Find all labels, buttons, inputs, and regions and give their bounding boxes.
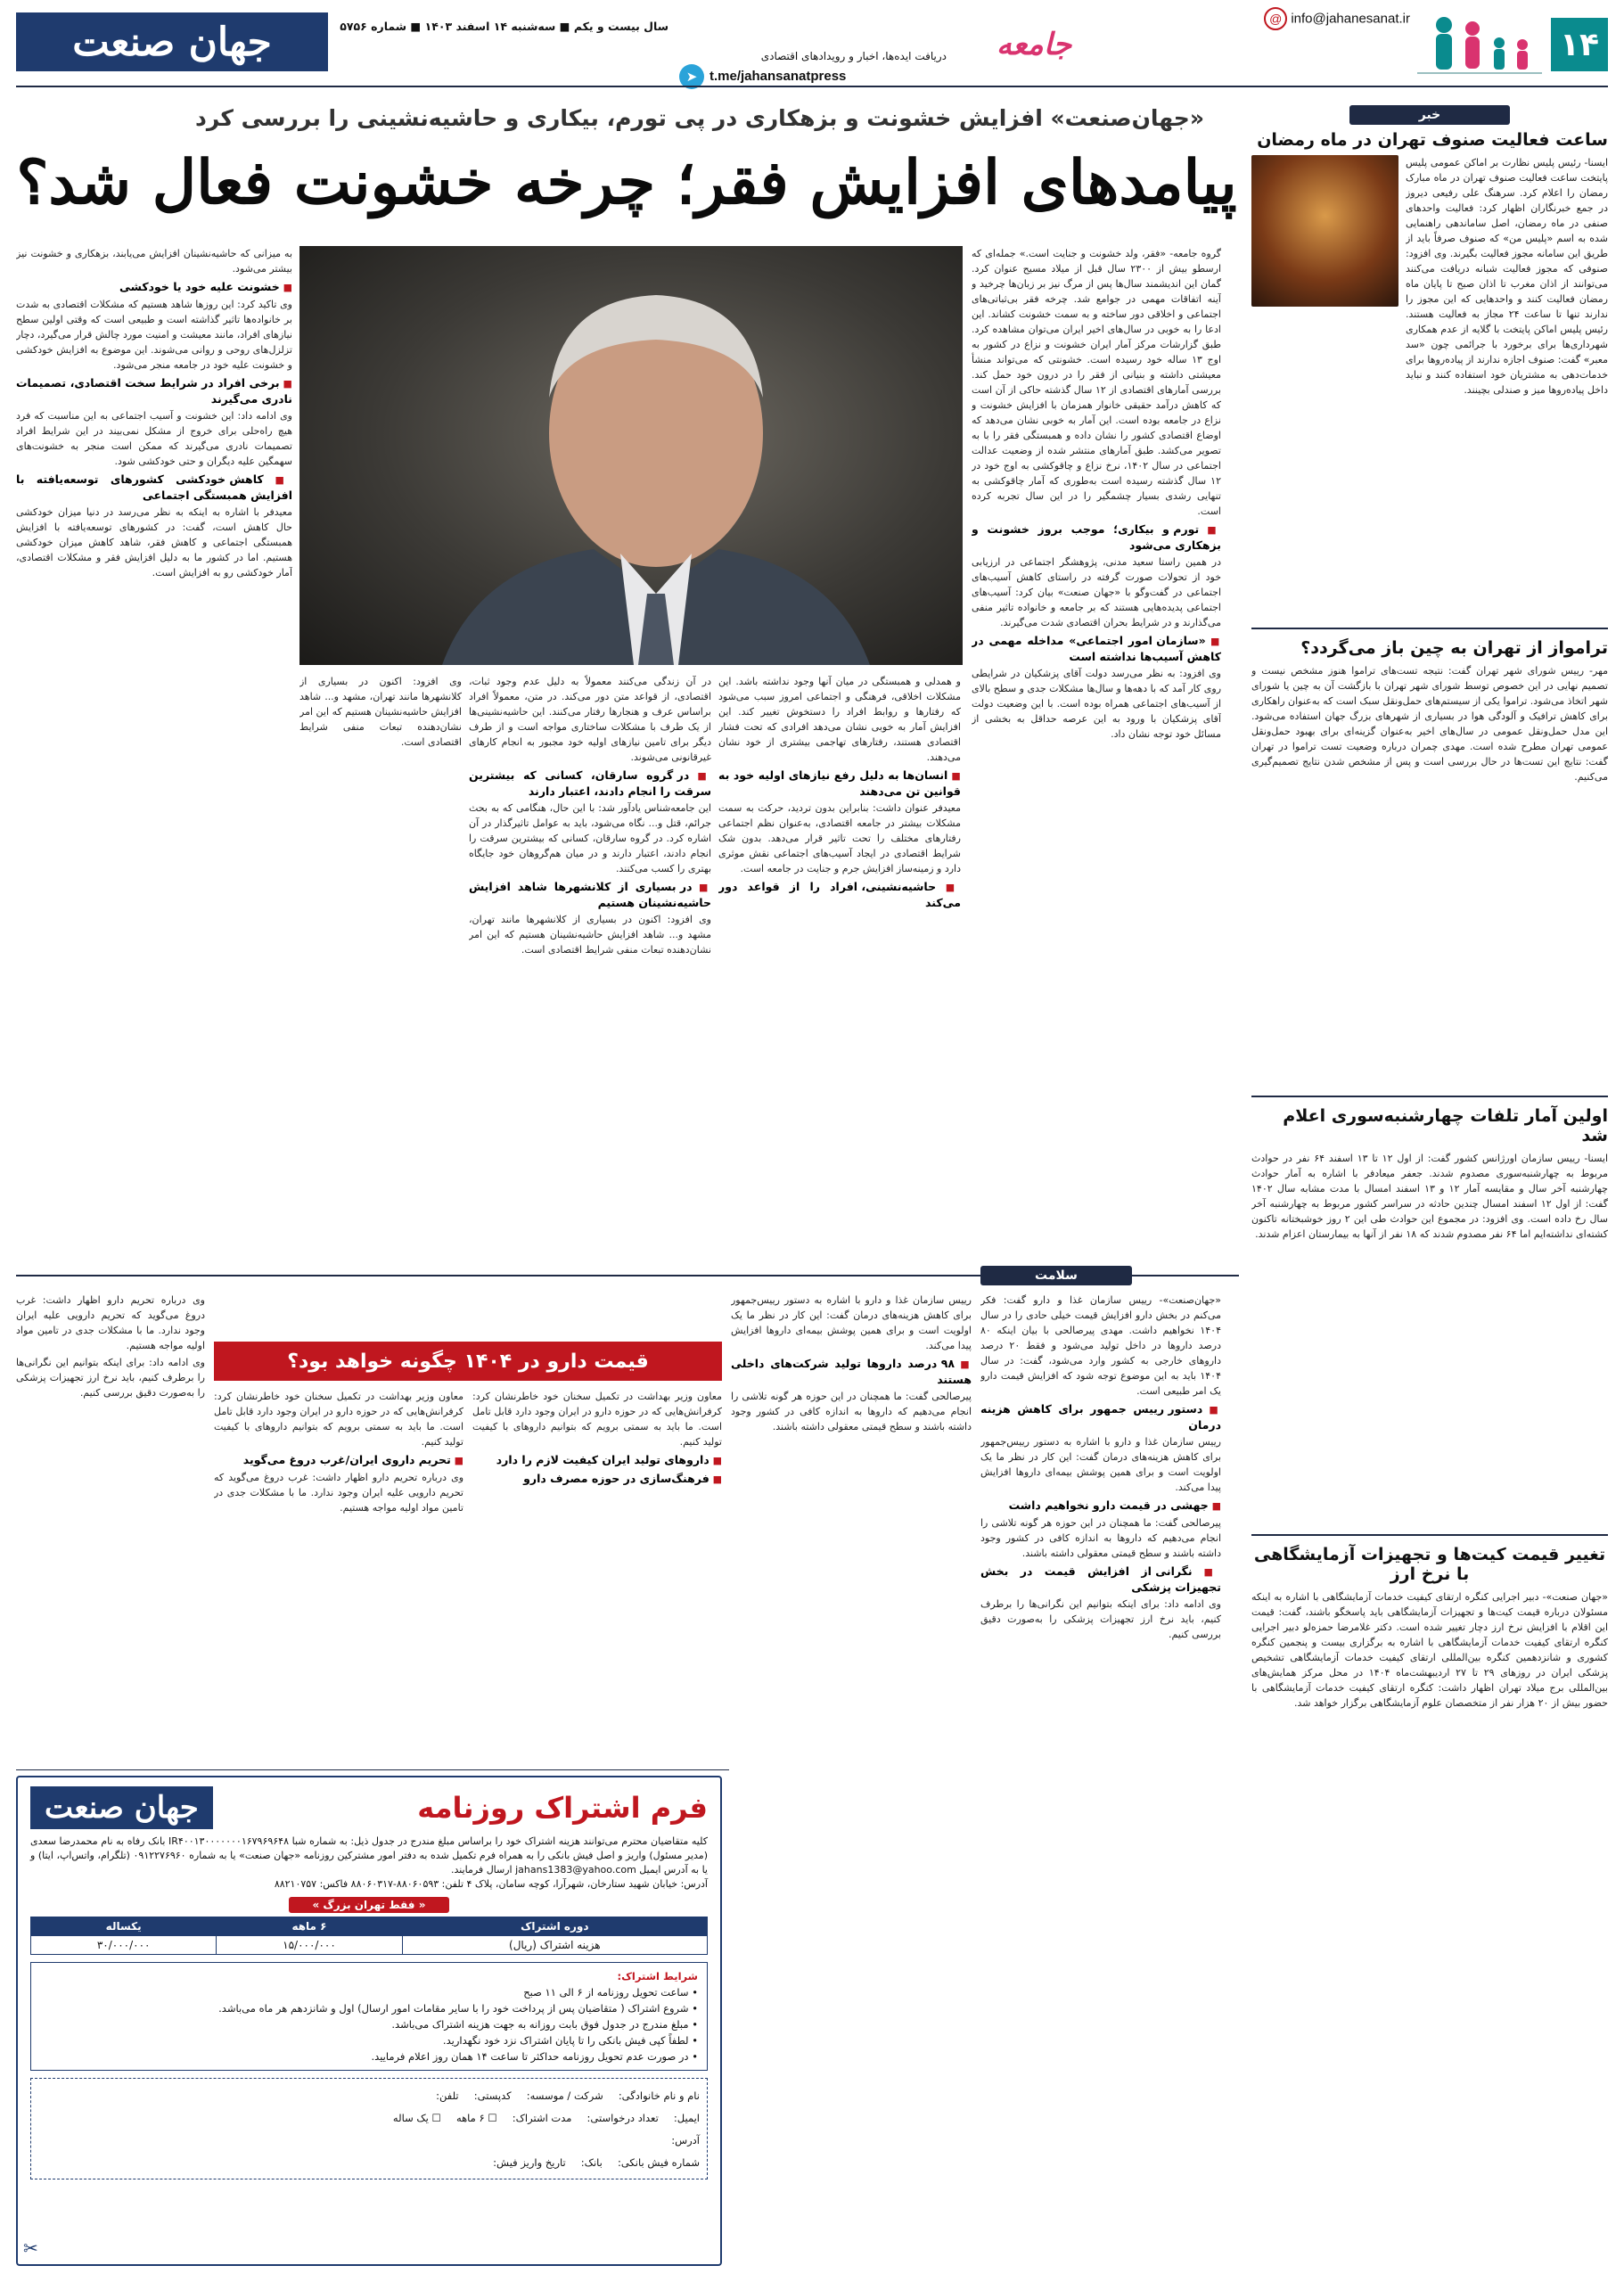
scissors-icon: ✂ — [23, 2237, 38, 2259]
sidebar-divider-2 — [1251, 1096, 1608, 1097]
health-subhead-a4: ■ نگرانی از افزایش قیمت در بخش تجهیزات پزشکی — [980, 1564, 1221, 1595]
field-postal[interactable]: کدپستی: — [473, 2089, 512, 2102]
email-line[interactable] — [1264, 7, 1410, 30]
table-header-period: دوره اشتراک — [402, 1917, 707, 1936]
subscription-intro: کلیه متقاضیان محترم می‌توانند هزینه اشتراک خود را براساس مبلغ مندرج در جدول ذیل: به شماره شبا IR۴۰۰۱۳۰۰۰۰۰۰۰۱۶۷۹۶۹۶۴۸ بانک رفاه به نام محمدرضا سعدی (مدیر مسئول) واریز و اصل فیش بانکی را به همراه فرم تکمیل شده به دفتر امور مشترکین روزنامه «جهان صنعت» یا به شماره ۰۹۱۲۲۷۶۹۶۰ (تلگرام، واتس‌اپ، ایتا) و یا به آدرس ایمیل jahans1383@yahoo.com ارسال فرمایند. — [30, 1835, 708, 1876]
health-tab: سلامت — [980, 1266, 1132, 1285]
main-photo — [299, 246, 963, 665]
health-text-b: رییس سازمان غذا و دارو با اشاره به دستور رییس‌جمهور برای کاهش هزینه‌های درمان گفت: این کار در نظر ما یک اولویت است و برای همین پوشش بیمه‌ای داروها افزایش پیدا می‌کند. — [980, 1436, 1221, 1493]
field-address[interactable]: آدرس: — [671, 2134, 700, 2147]
table-row-label: هزینه اشتراک (ریال) — [402, 1936, 707, 1955]
form-fields — [30, 2078, 708, 2179]
health-subhead-b2: ■ فرهنگ‌سازی در حوزه مصرف دارو — [472, 1471, 722, 1487]
main-col4-subhead-2: ■ برخی افراد در شرایط سخت اقتصادی، تصمیمات نادری می‌گیرند — [16, 375, 292, 406]
email-address: info@jahanesanat.ir — [1291, 11, 1410, 27]
health-subhead-b3: ■ تحریم داروی ایران/غرب دروغ می‌گوید — [214, 1452, 463, 1468]
issue-info: سال بیست و یکم ■ سه‌شنبه ۱۴ اسفند ۱۴۰۳ ■ شماره ۵۷۵۶ — [340, 20, 668, 33]
field-name[interactable]: نام و نام خانوادگی: — [618, 2089, 700, 2102]
health-text-b2: رییس سازمان غذا و دارو با اشاره به دستور رییس‌جمهور برای کاهش هزینه‌های درمان گفت: این کار در نظر ما یک اولویت است و برای همین پوشش بیمه‌ای داروها افزایش پیدا می‌کند. — [731, 1294, 972, 1351]
health-col-1 — [980, 1293, 1221, 2273]
health-col-2 — [731, 1293, 972, 2273]
health-text-f: وی درباره تحریم دارو اظهار داشت: غرب دروغ می‌گوید که تحریم دارویی علیه ایران وجود ندارد. ما با مشکلات جدی در تامین مواد اولیه مواجه هستیم. — [214, 1472, 463, 1514]
subscription-title: فرم اشتراک روزنامه — [417, 1791, 708, 1825]
main-col2-text: و همدلی و همبستگی در میان آنها وجود نداشته باشد. این مشکلات اخلاقی، فرهنگی و اجتماعی امروز سبب می‌شود که رفتارها و روابط افراد را دستخوش تغییر کند. این افزایش آمار به خوبی نشان می‌دهد افرادی که تحت فشار اقتصادی هستند، رفتارهای تهاجمی بیشتری از خود نشان می‌دهند. — [718, 676, 961, 763]
main-col1-text-b: در همین راستا سعید مدنی، پژوهشگر اجتماعی در ارزیابی خود از تحولات صورت گرفته در راستای کاهش آسیب‌های اجتماعی در گفت‌وگو با «جهان صنعت» بیان کرد: آسیب‌های اجتماعی پدیده‌هایی هستند که بر جامعه و خانواده تاثیر منفی می‌گذارند و در شرایط بحران اقتصادی شدت می‌گیرند. — [972, 556, 1221, 628]
header-rule — [16, 86, 1608, 87]
main-col1-text: گروه جامعه- «فقر، ولد خشونت و جنایت است.» جمله‌ای که ارسطو بیش از ۲۳۰۰ سال قبل از میلاد مسیح عنوان کرد. گمان این اندیشمند سال‌ها پس از مرگ نیز بر زبان‌ها چرخید و آینه اتفاقات مهمی در جوامع شد. چرخه فقر بی‌ثباتی‌های اجتماعی و اخلاقی دور ساخته و به سمت خشونت کشاند. این ادعا را به خوبی در سال‌های اخیر ایران می‌توان مشاهده کرد. طبق گزارشات مرکز آمار ایران خشونت و نزاع در کشور به اوج ۱۳ ساله خود رسیده است. خشونتی که می‌تواند منشأ معیشتی داشته و بنیانی از فقر را در درون خود حمل کند. بررسی آمارهای اقتصادی از ۱۲ سال گذشته حاکی از آن است که کاهش درآمد حقیقی خانوار همزمان با افزایش خشونت و نزاع در جامعه بوده است. این آمار به خوبی نشان می‌دهد که اوضاع اقتصادی کشور را نشان داده و همبستگی فقر را با به تصویر می‌کشد. طبق آمارهای منتشر شده از وضعیت عدالت اجتماعی در سال ۱۴۰۲، نرخ نزاع و چاقوکشی به اوج خود در ۱۲ سال گذشته رسیده است به‌طوری که آمار چاقوکشی به تنهایی رشدی بسیار چشمگیر را در این سال تجربه کرده است. — [972, 248, 1221, 517]
health-text-a: «جهان‌صنعت»- رییس سازمان غذا و دارو گفت: فکر می‌کنم در بخش دارو افزایش قیمت خیلی حادی را در سال ۱۴۰۴ نخواهیم داشت. مهدی پیرصالحی با بیان اینکه ۸۰ درصد داروها در داخل تولید می‌شود و فقط ۲۰ درصد داروهای خارجی به کشور وارد می‌شود، گفت: در سال ۱۴۰۴ باید به این موضوع توجه شود که افزایش قیمت دارو یک امر طبیعی است. — [980, 1294, 1221, 1397]
main-col3-subhead-1: ■ در گروه سارقان، کسانی که بیشترین سرقت را انجام دادند، اعتبار دارند — [469, 768, 711, 799]
drug-price-banner — [214, 1342, 722, 1381]
health-bottom-divider — [16, 1769, 729, 1770]
main-col4-subhead-1: ■ خشونت علیه خود یا خودکشی — [16, 279, 292, 295]
subscription-address: آدرس: خیابان شهید ستارخان، شهرآرا، کوچه سامان، پلاک ۴ تلفن: ۸۸۰۶۰۵۹۳-۸۸۰۶۰۳۱۷ فاکس: ۸۸۲۱۰۷۵۷ — [274, 1878, 708, 1890]
field-duration: مدت اشتراک: — [512, 2112, 572, 2124]
main-headline: پیامدهای افزایش فقر؛ چرخه خشونت فعال شد؟ — [16, 147, 1237, 218]
main-col4-text-c: وی ادامه داد: این خشونت و آسیب اجتماعی به این مناسبت که فرد هیچ راه‌حلی برای خروج از مشکل نمی‌بیند در این شرایط افراد تصمیمات نادری می‌گیرند که ممکن است منجر به خشونت‌های سهمگین علیه دیگران و حتی خودکشی شود. — [16, 410, 292, 467]
condition-item: • شروع اشتراک ( متقاضیان پس از پرداخت خود را با سایر مقامات امور ارسال) اول و شانزدهم هر ماه می‌باشد. — [218, 2002, 698, 2015]
table-header-6m: ۶ ماهه — [217, 1917, 402, 1936]
sidebar-news-1-photo — [1251, 155, 1398, 307]
table-header-1y: یکساله — [31, 1917, 217, 1936]
health-text-c2: پیرصالحی گفت: ما همچنان در این حوزه هر گونه تلاشی را انجام می‌دهیم که داروها به اندازه کافی در کشور وجود داشته باشند و سطح قیمتی معقولی داشته باشند. — [731, 1391, 972, 1432]
subscription-logo-text: جهان صنعت — [45, 1790, 199, 1826]
sidebar-news-2-text: مهر- رییس شورای شهر تهران گفت: نتیجه تست‌های تراموا هنوز مشخص نیست و تصمیم نهایی در این خصوص توسط شورای شهر تهران با بازگشت آن به چین یا شورای شهر اتخاذ می‌شود. تراموا یکی از سیستم‌های حمل‌ونقل سبک است که به‌عنوان راهکاری برای کاهش ترافیک و آلودگی هوا در بسیاری از شهرهای بزرگ جهان استفاده می‌شود. این مدل حمل‌ونقل عمومی در سال‌های اخیر به‌عنوان گزینه‌ای برای بهبود حمل‌ونقل عمومی تهران مطرح شده است. مهدی چمران درباره وضعیت تست تراموا در تهران گفت: نتایج این تست‌ها در حال بررسی است و پس از مشخص شدن نتایج تصمیم‌گیری می‌کنیم. — [1251, 665, 1608, 783]
health-subhead-b1: ■ داروهای تولید ایران کیفیت لازم را دارد — [472, 1452, 722, 1468]
table-price-6m: ۱۵/۰۰۰/۰۰۰ — [217, 1936, 402, 1955]
sidebar — [1251, 105, 1608, 2267]
masthead-logo — [16, 12, 328, 71]
main-col4-text-d: معیدفر با اشاره به اینکه به نظر می‌رسد در دنیا میزان خودکشی حال کاهش است، گفت: در کشورهای توسعه‌یافته با افزایش همبستگی اجتماعی و کاهش فقر، شاهد کاهش میزان خودکشی هستیم. اما در کشور ما به دلیل افزایش فقر و مشکلات اقتصادی، آمار خودکشی رو به افزایش است. — [16, 506, 292, 579]
health-subhead-a1: ■ دستور رییس جمهور برای کاهش هزینه درمان — [980, 1401, 1221, 1432]
health-text-c: پیرصالحی گفت: ما همچنان در این حوزه هر گونه تلاشی را انجام می‌دهیم که داروها به اندازه کافی در کشور وجود داشته باشند و سطح قیمتی معقولی داشته باشند. — [980, 1517, 1221, 1559]
telegram-promo[interactable] — [679, 48, 947, 89]
condition-item: • مبلغ مندرج در جدول فوق بابت روزانه به جهت هزینه اشتراک می‌باشد. — [391, 2018, 698, 2031]
main-col4-text: به میزانی که حاشیه‌نشینان افزایش می‌یابند، بزهکاری و خشونت نیز بیشتر می‌شود. — [16, 248, 292, 275]
main-col2-text-b: معیدفر عنوان داشت: بنابراین بدون تردید، حرکت به سمت مشکلات بیشتر در جامعه اقتصادی، به‌عنوان نظم اجتماعی رفتارهای مختلف را تحت تاثیر قرار می‌دهد. بدون شک شرایط اقتصادی در ایجاد آسیب‌های اجتماعی نقش موثری دارد و زمینه‌ساز افزایش جرم و جنایت در جامعه است. — [718, 802, 961, 874]
page-number-badge — [1551, 18, 1608, 71]
main-col-4 — [16, 246, 292, 1267]
logo-text: جهان صنعت — [72, 19, 272, 65]
main-col3-text-b: این جامعه‌شناس یادآور شد: با این حال، هنگامی که به بحث جرائم، قتل و... نگاه می‌شود، باید به عوامل تاثیرگذار در آن اشاره کرد. در گروه سارقان، کسانی که بیشترین سرقت را انجام دادند، اعتبار دارند و در میان هم‌گروهان خود جایگاه بهتری را کسب می‌کنند. — [469, 802, 711, 874]
field-bank[interactable]: بانک: — [580, 2156, 603, 2169]
main-col4-subhead-3: ■ کاهش خودکشی کشورهای توسعه‌یافته با افزایش همبستگی اجتماعی — [16, 472, 292, 503]
sidebar-news-4-text: «جهان صنعت»- دبیر اجرایی کنگره ارتقای کیفیت خدمات آزمایشگاهی با اشاره به اینکه مسئولان درباره قیمت کیت‌ها و تجهیزات آزمایشگاهی باید پاسخگو باشند، گفت: قیمت این اقلام با افزایش نرخ ارز دچار تغییر شده است. دکتر غلامرضا حمزه‌لو دبیر اجرایی کنگره ارتقای کیفیت خدمات آزمایشگاهی با اشاره به برگزاری بیست و پنجمین کنگره کشوری و شانزدهمین کنگره بین‌المللی ارتقای کیفیت خدمات آزمایشگاهی تشخیص پزشکی ایران در روزهای ۲۹ تا ۲۷ اردیبهشت‌ماه ۱۴۰۴ در محل مرکز همایش‌های بین‌المللی برج میلاد تهران اظهار داشت: کنگره ارتقای کیفیت خدمات آزمایشگاهی با حضور بیش از ۲۰ هزار نفر از متخصصان علوم آزمایشگاهی برگزار خواهد شد. — [1251, 1591, 1608, 1709]
field-receipt[interactable]: شماره فیش بانکی: — [617, 2156, 700, 2169]
subscription-price-table — [30, 1917, 708, 1955]
health-col-4 — [214, 1389, 463, 1763]
page-number: ۱۴ — [1560, 26, 1599, 63]
drug-price-title: قیمت دارو در ۱۴۰۴ چگونه خواهد بود؟ — [287, 1350, 649, 1373]
main-col-3b — [299, 674, 462, 1267]
health-text-d: وی ادامه داد: برای اینکه بتوانیم این نگرانی‌ها را برطرف کنیم، باید نرخ ارز تجهیزات پزشکی را به‌صورت دقیق بررسی کنیم. — [980, 1598, 1221, 1640]
field-company[interactable]: شرکت / موسسه: — [526, 2089, 603, 2102]
main-col-3 — [469, 674, 711, 1267]
main-col-1 — [972, 246, 1221, 1267]
sidebar-news-3-title: اولین آمار تلفات چهارشنبه‌سوری اعلام شد — [1283, 1106, 1608, 1145]
sidebar-divider-1 — [1251, 628, 1608, 629]
sidebar-news-3-text: ایسنا- رییس سازمان اورژانس کشور گفت: از اول ۱۲ تا ۱۳ اسفند ۶۴ نفر در حوادث مربوط به چهارشنبه‌سوری مصدوم شدند. جعفر میعادفر با اشاره به آمار حوادث چهارشنبه آخر سال و مقایسه آمار ۱۲ و ۱۳ اسفند امسال با مدت مشابه سال ۱۴۰۲ گفت: از اول ۱۲ اسفند امسال چندین حادثه در سراسر کشور مربوط به چهارشنبه آخر سال رخ داده است. وی افزود: در مجموع این حوادث طی این ۲ روز خوشبختانه تاکنون کشته‌ای نداشته‌ایم اما ۶۴ نفر مصدوم شدند که ۱۸ نفر از آنها به بیمارستان اعزام شدند. — [1251, 1153, 1608, 1240]
telegram-icon: ➤ — [679, 64, 704, 89]
sidebar-tab: خبر — [1349, 105, 1510, 125]
health-text-f2: وی درباره تحریم دارو اظهار داشت: غرب دروغ می‌گوید که تحریم دارویی علیه ایران وجود ندارد. ما با مشکلات جدی در تامین مواد اولیه مواجه هستیم. — [16, 1294, 205, 1351]
sidebar-news-1-title: ساعت فعالیت صنوف تهران در ماه رمضان — [1257, 130, 1608, 150]
main-col2-subhead-2: ■ حاشیه‌نشینی، افراد را از قواعد دور می‌کند — [718, 879, 961, 910]
main-col3-text-c: وی افزود: اکنون در بسیاری از کلانشهرها مانند تهران، مشهد و... شاهد افزایش حاشیه‌نشینان هستیم که این امر نشان‌دهنده تبعات منفی شرایط اقتصادی است. — [469, 914, 711, 956]
family-illustration — [1417, 9, 1542, 82]
sidebar-news-2-title: ترامواز از تهران به چین باز می‌گردد؟ — [1300, 638, 1608, 658]
sidebar-news-4-title: تغییر قیمت کیت‌ها و تجهیزات آزمایشگاهی با نرخ ارز — [1253, 1545, 1606, 1584]
field-quantity[interactable]: تعداد درخواستی: — [586, 2112, 659, 2124]
condition-item: • ساعت تحویل روزنامه از ۶ الی ۱۱ صبح — [523, 1986, 698, 1999]
main-kicker: «جهان‌صنعت» افزایش خشونت و بزهکاری در پی تورم، بیکاری و حاشیه‌نشینی را بررسی کرد — [195, 105, 1204, 131]
health-col-3 — [472, 1389, 722, 1763]
main-col3b-text: وی افزود: اکنون در بسیاری از کلانشهرها مانند تهران، مشهد و... شاهد افزایش حاشیه‌نشینان هستیم که این امر نشان‌دهنده تبعات منفی شرایط اقتصادی است. — [299, 676, 462, 748]
telegram-line1: دریافت ایده‌ها، اخبار و رویدادهای اقتصادی — [760, 50, 947, 62]
subscription-form — [16, 1776, 722, 2266]
conditions-box — [30, 1962, 708, 2071]
email-icon: @ — [1264, 7, 1287, 30]
condition-item: • در صورت عدم تحویل روزنامه حداکثر تا ساعت ۱۴ همان روز اعلام فرمایید. — [371, 2050, 698, 2063]
conditions-title: شرایط اشتراک: — [617, 1970, 698, 1982]
health-subhead-a3: ■ جهشی در قیمت دارو نخواهیم داشت — [980, 1498, 1221, 1514]
telegram-link: t.me/jahansanatpress — [709, 69, 847, 84]
main-col1-subhead-2: ■ «سازمان امور اجتماعی» مداخله مهمی در کاهش آسیب‌ها نداشته است — [972, 633, 1221, 664]
sidebar-divider-3 — [1251, 1534, 1608, 1536]
section-name: جامعه — [996, 27, 1072, 62]
main-col1-subhead-1: ■ تورم و بیکاری؛ موجب بروز خشونت و بزهکاری می‌شود — [972, 521, 1221, 553]
table-price-1y: ۳۰/۰۰۰/۰۰۰ — [31, 1936, 217, 1955]
checkbox-1y[interactable]: ☐ یک ساله — [392, 2112, 441, 2124]
health-subhead-a2: ■ ۹۸ درصد داروها تولید شرکت‌های داخلی هستند — [731, 1356, 972, 1387]
page-header — [0, 0, 1624, 94]
sidebar-news-1-text: ایسنا- رئیس پلیس نظارت بر اماکن عمومی پلیس پایتخت ساعت فعالیت صنوف تهران در ماه مبارک رمضان را اعلام کرد. سرهنگ علی رفیعی دیروز در جمع خبرنگاران اظهار کرد: فعالیت واحدهای صنفی در ماه رمضان، اصل ساماندهی راهنمایی شده به اسم «پلیس من» که صنوف صرفاً باید از طریق این سامانه مجوز فعالیت بگیرند. وی افزود: صنوفی که مجوز فعالیت شبانه دریافت می‌کنند می‌توانند از اذان مغرب تا اذان صبح تا پایان ماه رمضان فعالیت کنند و واحدهایی که این مجوز را ندارند تنها تا ساعت ۲۴ مجاز به فعالیت هستند. رئیس پلیس اماکن پایتخت با گلایه از عدم همکاری شهرداری‌ها برای برخورد با جرائمی چون «سد معبر» گفت: صنوف اجازه ندارند از پیاده‌روها برای خدمات‌دهی به مشتریان خود استفاده کنند و نباید داخل پیاده‌روها میز و صندلی بچینند. — [1406, 157, 1608, 396]
condition-item: • لطفاً کپی فیش بانکی را تا پایان اشتراک نزد خود نگهدارید. — [442, 2034, 698, 2047]
tehran-note — [289, 1897, 449, 1913]
health-col-5 — [16, 1293, 205, 1765]
main-col3-subhead-2: ■ در بسیاری از کلانشهرها شاهد افزایش حاشیه‌نشینان هستیم — [469, 879, 711, 910]
main-col2-subhead-1: ■ انسان‌ها به دلیل رفع نیازهای اولیه خود به قوانین تن می‌دهند — [718, 768, 961, 799]
subscription-logo — [30, 1786, 213, 1829]
health-text-e2: معاون وزیر بهداشت در تکمیل سخنان خود خاطرنشان کرد: کرفرانش‌هایی که در حوزه دارو در ایران وجود دارد قابل تامل است. ما باید به سمتی برویم که بتوانیم داروهای با کیفیت تولید کنیم. — [214, 1391, 463, 1448]
field-email[interactable]: ایمیل: — [673, 2112, 700, 2124]
checkbox-6m[interactable]: ☐ ۶ ماهه — [455, 2112, 497, 2124]
field-date[interactable]: تاریخ واریز فیش: — [493, 2156, 566, 2169]
field-phone[interactable]: تلفن: — [436, 2089, 459, 2102]
health-text-e: معاون وزیر بهداشت در تکمیل سخنان خود خاطرنشان کرد: کرفرانش‌هایی که در حوزه دارو در ایران وجود دارد قابل تامل است. ما باید به سمتی برویم که بتوانیم داروهای با کیفیت تولید کنیم. — [472, 1391, 722, 1448]
main-col4-text-b: وی تاکید کرد: این روزها شاهد هستیم که مشکلات اقتصادی به شدت بر خانواده‌ها تاثیر گذاشته است و طبیعی است که وقتی اولین سطح نیازهای افراد، مانند معیشت و امنیت مورد چالش قرار می‌گیرد، دچار تزلزل‌های روحی و روانی می‌شوند. این موضوع به افزایش خودکشی و خشونت علیه خود در جامعه منجر می‌شود. — [16, 299, 292, 371]
main-col-2 — [718, 674, 961, 1267]
tehran-note-text: « فقط تهران بزرگ » — [312, 1899, 426, 1911]
main-col1-text-c: وی افزود: به نظر می‌رسد دولت آقای پزشکیان در شرایطی روی کار آمد که با دهه‌ها و سال‌ها مشکلات جدی و سطح بالای از آسیب‌های اجتماعی همراه بوده است. با این وضعیت دولت آقای پزشکیان با ورود به این عرصه حداقل به بخشی از مسائل خود توجه نشان داد. — [972, 668, 1221, 740]
health-text-d2: وی ادامه داد: برای اینکه بتوانیم این نگرانی‌ها را برطرف کنیم، باید نرخ ارز تجهیزات پزشکی را به‌صورت دقیق بررسی کنیم. — [16, 1357, 205, 1399]
main-col3-text: در آن زندگی می‌کنند معمولاً به دلیل عدم وجود ثبات، اقتصادی، از قواعد متن دور می‌کند. در متن، معمولاً افراد براساس عرف و هنجارها رفتار می‌کنند. این حاشیه‌نشینی‌ها از یک طرف با مشکلات ساختاری مواجه است و از طرف دیگر برای تامین نیازهای اولیه خود مجبور به انجام کارهای غیرقانونی می‌شوند. — [469, 676, 711, 763]
